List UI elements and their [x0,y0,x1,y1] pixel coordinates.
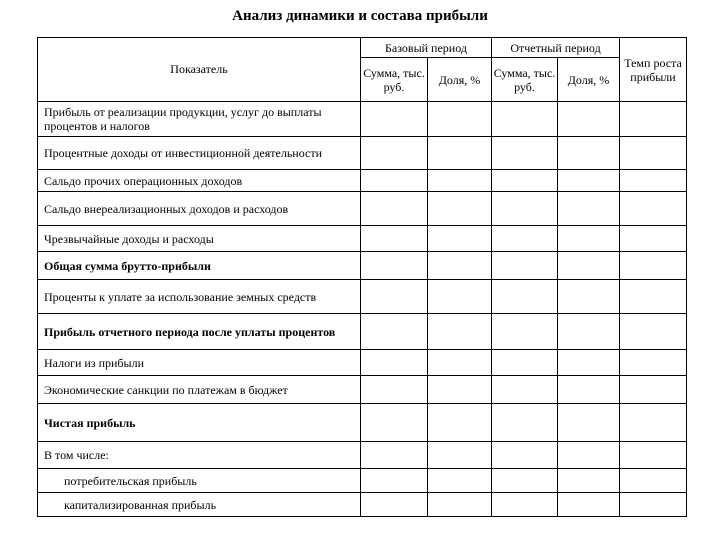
report-share-cell [558,137,620,170]
base-share-cell [428,192,492,226]
growth-rate-cell [620,442,687,469]
base-share-cell [428,170,492,192]
table-row [38,252,687,280]
base-share-cell [428,314,492,350]
base-sum-cell [361,192,428,226]
base-sum-cell [361,280,428,314]
report-sum-cell [492,493,558,517]
base-sum-header: Сумма, тыс. руб. [361,58,428,102]
base-sum-cell [361,404,428,442]
table-row [38,442,687,469]
report-sum-cell [492,137,558,170]
base-share-cell [428,469,492,493]
report-share-cell [558,376,620,404]
indicator-label: Чистая прибыль [38,404,361,442]
report-sum-header: Сумма, тыс. руб. [492,58,558,102]
report-share-cell [558,102,620,137]
indicator-header: Показатель [38,38,361,102]
report-sum-cell [492,102,558,137]
report-share-cell [558,170,620,192]
report-sum-cell [492,252,558,280]
report-share-cell [558,493,620,517]
indicator-label: Чрезвычайные доходы и расходы [38,226,361,252]
base-share-cell [428,442,492,469]
indicator-label: потребительская прибыль [38,469,361,493]
report-share-cell [558,404,620,442]
base-sum-cell [361,442,428,469]
page-title: Анализ динамики и состава прибыли [232,8,488,24]
growth-rate-header: Темп роста прибыли [620,38,687,102]
indicator-label: капитализированная прибыль [38,493,361,517]
base-share-cell [428,376,492,404]
base-share-header: Доля, % [428,58,492,102]
report-sum-cell [492,350,558,376]
base-sum-cell [361,252,428,280]
growth-rate-cell [620,137,687,170]
report-share-header: Доля, % [558,58,620,102]
report-share-cell [558,469,620,493]
report-sum-cell [492,226,558,252]
table-row [38,469,687,493]
growth-rate-cell [620,376,687,404]
growth-rate-cell [620,469,687,493]
table-row [38,314,687,350]
report-period-header: Отчетный период [492,38,620,58]
base-sum-cell [361,226,428,252]
table-row [38,350,687,376]
growth-rate-cell [620,493,687,517]
base-share-cell [428,102,492,137]
table-row [38,226,687,252]
growth-rate-cell [620,192,687,226]
base-sum-cell [361,137,428,170]
table-row [38,404,687,442]
table-row [38,102,687,137]
report-sum-cell [492,376,558,404]
growth-rate-cell [620,252,687,280]
table-row [38,170,687,192]
base-sum-cell [361,350,428,376]
report-share-cell [558,252,620,280]
growth-rate-cell [620,226,687,252]
growth-rate-cell [620,102,687,137]
base-share-cell [428,137,492,170]
report-share-cell [558,280,620,314]
table-row [38,137,687,170]
report-share-cell [558,314,620,350]
indicator-label: Налоги из прибыли [38,350,361,376]
report-sum-cell [492,314,558,350]
growth-rate-cell [620,350,687,376]
growth-rate-cell [620,280,687,314]
base-sum-cell [361,493,428,517]
base-share-cell [428,404,492,442]
indicator-label: Экономические санкции по платежам в бюджет [38,376,361,404]
base-period-header: Базовый период [361,38,492,58]
table-row [38,280,687,314]
base-sum-cell [361,170,428,192]
base-share-cell [428,252,492,280]
base-sum-cell [361,376,428,404]
report-share-cell [558,442,620,469]
indicator-label: Процентные доходы от инвестиционной деятельности [38,137,361,170]
indicator-label: Прибыль от реализации продукции, услуг до выплаты процентов и налогов [38,102,361,137]
indicator-label: Прибыль отчетного периода после уплаты процентов [38,314,361,350]
base-share-cell [428,280,492,314]
report-sum-cell [492,192,558,226]
indicator-label: В том числе: [38,442,361,469]
report-share-cell [558,192,620,226]
growth-rate-cell [620,170,687,192]
report-sum-cell [492,404,558,442]
table-row [38,192,687,226]
table-row [38,493,687,517]
base-share-cell [428,350,492,376]
indicator-label: Общая сумма брутто-прибыли [38,252,361,280]
growth-rate-cell [620,404,687,442]
base-sum-cell [361,469,428,493]
base-sum-cell [361,102,428,137]
report-sum-cell [492,442,558,469]
indicator-label: Сальдо прочих операционных доходов [38,170,361,192]
table-row [38,376,687,404]
report-sum-cell [492,469,558,493]
report-sum-cell [492,170,558,192]
profit-analysis-table [37,37,687,517]
indicator-label: Сальдо внереализационных доходов и расходов [38,192,361,226]
growth-rate-cell [620,314,687,350]
report-share-cell [558,226,620,252]
base-share-cell [428,226,492,252]
base-sum-cell [361,314,428,350]
indicator-label: Проценты к уплате за использование земных средств [38,280,361,314]
base-share-cell [428,493,492,517]
report-sum-cell [492,280,558,314]
report-share-cell [558,350,620,376]
